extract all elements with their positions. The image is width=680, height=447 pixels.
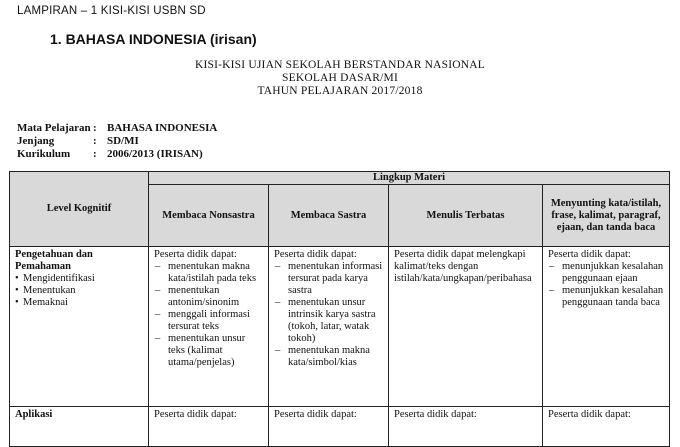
meta-colon: : — [93, 135, 97, 147]
cell-menulis-terbatas — [389, 247, 543, 407]
list-item: • Menentukan — [15, 285, 144, 297]
list-item: – menentukan informasi tersurat pada karya sastra — [274, 261, 384, 297]
level-title: Aplikasi — [15, 409, 53, 420]
meta-level — [17, 135, 139, 147]
cell-membaca-sastra — [269, 247, 389, 407]
col-header-menulis-terbatas: Menulis Terbatas — [389, 185, 543, 247]
meta-subject — [17, 122, 217, 134]
list-item: • Memaknai — [15, 297, 144, 309]
cell-membaca-nonsastra — [149, 247, 269, 407]
meta-value: 2006/2013 (IRISAN) — [107, 148, 203, 160]
doc-heading-line-1: KISI-KISI UJIAN SEKOLAH BERSTANDAR NASIONAL — [194, 59, 486, 71]
meta-curriculum — [17, 148, 203, 160]
cell-menulis-terbatas — [389, 407, 543, 447]
table-row — [10, 247, 670, 407]
table-row — [10, 407, 670, 447]
list-item: – menentukan makna kata/istilah pada teks — [154, 261, 264, 285]
meta-colon: : — [93, 122, 97, 134]
meta-value: BAHASA INDONESIA — [107, 122, 218, 134]
cell-intro: Peserta didik dapat: — [394, 409, 477, 420]
meta-label: Jenjang — [17, 135, 55, 147]
cell-intro: Peserta didik dapat: — [274, 409, 357, 420]
meta-colon: : — [93, 148, 97, 160]
cell-membaca-nonsastra — [149, 407, 269, 447]
doc-heading-line-2: SEKOLAH DASAR/MI — [282, 72, 398, 84]
level-cell — [10, 247, 149, 407]
list-item: – menentukan makna kata/simbol/kias — [274, 345, 384, 369]
lingkup-materi-header: Lingkup Materi — [149, 172, 670, 185]
list-item: – menentukan unsur intrinsik karya sastra (tokoh, latar, watak tokoh) — [274, 297, 384, 345]
list-item: • Mengidentifikasi — [15, 273, 144, 285]
cell-intro: Peserta didik dapat: — [154, 249, 237, 260]
cell-intro: Peserta didik dapat: — [548, 409, 631, 420]
section-title: 1. BAHASA INDONESIA (irisan) — [50, 31, 257, 47]
list-item: – menggali informasi tersurat teks — [154, 309, 264, 333]
list-item: – menentukan unsur teks (kalimat utama/penjelas) — [154, 333, 264, 369]
meta-label: Mata Pelajaran — [17, 122, 91, 134]
kisi-kisi-table — [9, 171, 670, 447]
cell-intro: Peserta didik dapat melengkapi kalimat/teks dengan istilah/kata/ungkapan/peribahasa — [394, 249, 532, 284]
level-title: Pengetahuan dan Pemahaman — [15, 249, 93, 272]
cell-intro: Peserta didik dapat: — [548, 249, 631, 260]
lampiran-title: LAMPIRAN – 1 KISI-KISI USBN SD — [17, 5, 206, 17]
list-item: – menunjukkan kesalahan penggunaan ejaan — [548, 261, 665, 285]
col-header-menyunting: Menyunting kata/istilah, frase, kalimat, paragraf, ejaan, dan tanda baca — [543, 185, 670, 247]
cell-menyunting — [543, 247, 670, 407]
cell-intro: Peserta didik dapat: — [274, 249, 357, 260]
cell-intro: Peserta didik dapat: — [154, 409, 237, 420]
cell-membaca-sastra — [269, 407, 389, 447]
level-kognitif-header: Level Kognitif — [10, 172, 149, 247]
cell-menyunting — [543, 407, 670, 447]
list-item: – menentukan antonim/sinonim — [154, 285, 264, 309]
level-items — [15, 273, 144, 309]
col-header-membaca-sastra: Membaca Sastra — [269, 185, 389, 247]
meta-label: Kurikulum — [17, 148, 71, 160]
list-item: – menunjukkan kesalahan penggunaan tanda baca — [548, 285, 665, 309]
level-cell — [10, 407, 149, 447]
meta-value: SD/MI — [107, 135, 139, 147]
doc-heading-line-3: TAHUN PELAJARAN 2017/2018 — [257, 85, 423, 97]
col-header-membaca-nonsastra: Membaca Nonsastra — [149, 185, 269, 247]
